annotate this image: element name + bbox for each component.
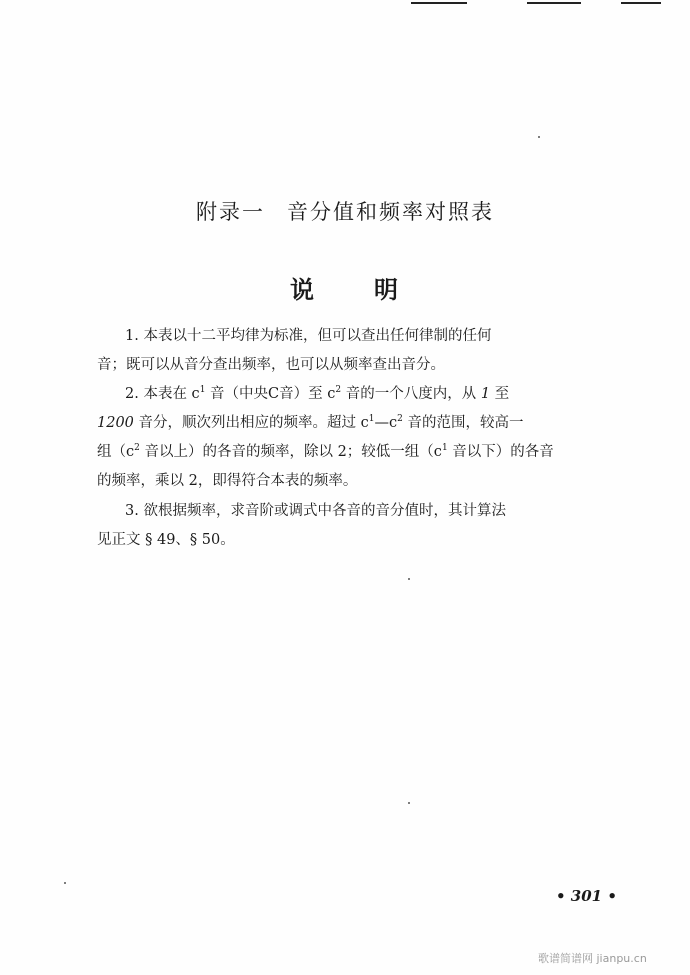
scan-speck [538,136,540,138]
page-title [0,196,690,226]
paragraph-line: 音；既可以从音分查出频率，也可以从频率查出音分。 [97,357,445,373]
top-rule [411,2,467,4]
heading-char-2: 明 [374,276,400,304]
scan-speck [408,578,410,580]
scan-speck [408,802,410,804]
scan-speck [64,882,66,884]
paragraph-line: 见正文 § 49、§ 50。 [97,532,235,548]
paragraph-line: 3. 欲根据频率，求音阶或调式中各音的音分值时，其计算法 [125,503,506,519]
paragraph-2 [97,380,609,496]
top-rule [527,2,581,4]
paragraph-1 [97,322,609,380]
top-rule [621,2,661,4]
site-watermark: 歌谱简谱网 jianpu.cn [538,952,647,965]
paragraph-line: 1200 音分，顺次列出相应的频率。超过 $c^1—c^2$ 音的范围，较高一 [97,414,524,431]
appendix-label: 附录一 [196,200,265,224]
paragraph-line: 2. 本表在 $c^1$ 音（中央C音）至 $c^2$ 音的一个八度内，从 1 至 [125,385,510,402]
paragraph-3 [97,497,609,555]
paragraph-line: 的频率，乘以 2，即得符合本表的频率。 [97,473,358,489]
paragraph-line: 组（$c^2$ 音以上）的各音的频率，除以 2；较低一组（$c^1$ 音以下）的各音 [97,443,554,460]
appendix-name: 音分值和频率对照表 [287,200,494,224]
section-heading [0,270,690,305]
heading-char-1: 说 [290,276,316,304]
page-number: • 301 • [556,887,617,905]
paragraph-line: 1. 本表以十二平均律为标准，但可以查出任何律制的任何 [125,328,492,344]
